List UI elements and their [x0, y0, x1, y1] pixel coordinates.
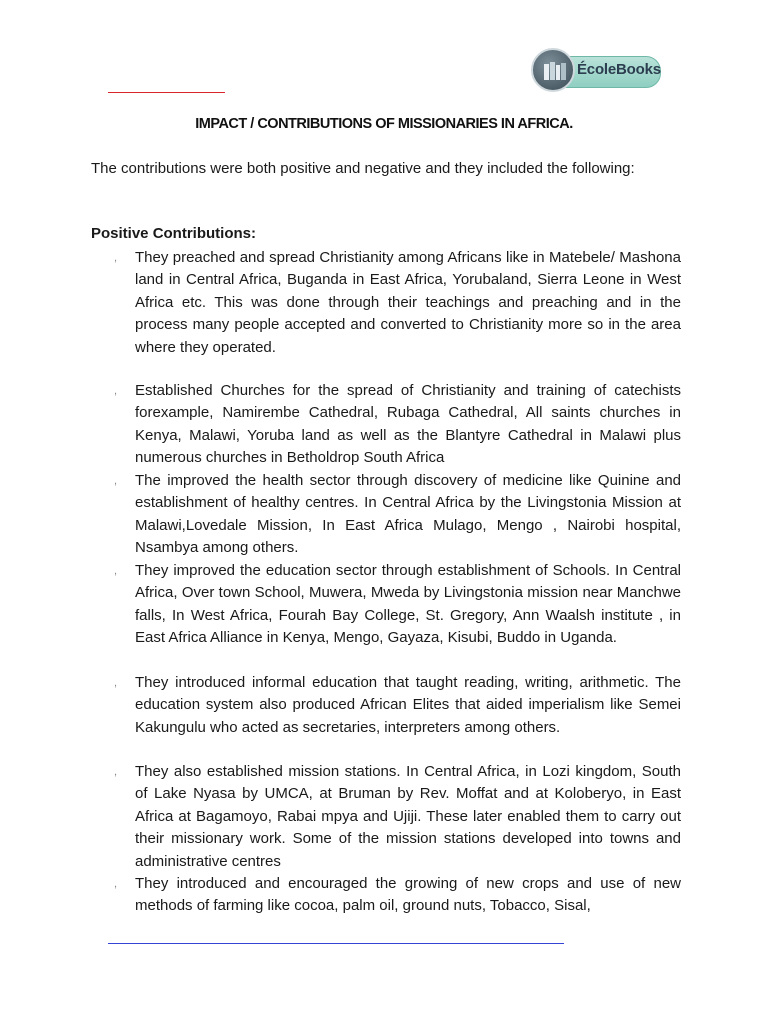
list-item-text: They also established mission stations. In Central Africa, in Lozi kingdom, South of Lake Nyasa by UMCA, at Bruman by Rev. Moffat and at Koloberyo, in East Africa at Bagamoyo, Rabai mpya and Ujiji. These later enabled them to carry out their missionary work. Some of the mission stations developed into towns and administrative centres	[135, 763, 681, 870]
list-item-text: They improved the education sector through establishment of Schools. In Central Africa, Over town School, Muwera, Mweda by Livingstonia mission near Manchwe falls, In West Africa, Fourah Bay College, St. Gregory, Ann Waalsh institute , in East Africa Alliance in Kenya, Mengo, Gayaza, Kisubi, Buddo in Uganda.	[135, 562, 681, 647]
list-item	[114, 672, 681, 739]
list-item	[114, 247, 681, 359]
list-item	[114, 560, 681, 650]
bullet-mark: ,	[114, 878, 118, 890]
bullet-mark: ,	[114, 565, 118, 577]
logo-text: ÉcoleBooks	[577, 61, 661, 78]
document-title: IMPACT / CONTRIBUTIONS OF MISSIONARIES IN AFRICA.	[195, 116, 573, 132]
list-item-text: They preached and spread Christianity among Africans like in Matebele/ Mashona land in Central Africa, Buganda in East Africa, Yorubaland, Sierra Leone in West Africa etc. This was done through their teachings and preaching and in the process many people accepted and converted to Christianity more so in the area where they operated.	[135, 249, 681, 356]
bullet-mark: ,	[114, 677, 118, 689]
intro-paragraph: The contributions were both positive and negative and they included the following:	[91, 160, 635, 177]
list-item	[114, 761, 681, 873]
bullet-mark: ,	[114, 766, 118, 778]
section-heading: Positive Contributions:	[91, 225, 256, 242]
list-item-text: Established Churches for the spread of Christianity and training of catechists forexample, Namirembe Cathedral, Rubaga Cathedral, All saints churches in Kenya, Malawi, Yoruba land as well as the Blantyre Cathedral in Malawi plus numerous churches in Betholdrop South Africa	[135, 382, 681, 467]
logo-badge	[531, 48, 575, 92]
footer-blue-rule	[108, 943, 564, 944]
bullet-mark: ,	[114, 385, 118, 397]
list-item	[114, 380, 681, 470]
bullet-mark: ,	[114, 475, 118, 487]
header-red-rule	[108, 92, 225, 93]
list-item-text: They introduced and encouraged the growing of new crops and use of new methods of farming like cocoa, palm oil, ground nuts, Tobacco, Sisal,	[135, 875, 681, 915]
list-item	[114, 873, 681, 918]
list-item-text: The improved the health sector through discovery of medicine like Quinine and establishment of healthy centres. In Central Africa by the Livingstonia Mission at Malawi,Lovedale Mission, In East Africa Mulago, Mengo , Nairobi hospital, Nsambya among others.	[135, 472, 681, 557]
books-icon	[543, 61, 567, 81]
bullet-mark: ,	[114, 252, 118, 264]
list-item	[114, 470, 681, 560]
list-item-text: They introduced informal education that taught reading, writing, arithmetic. The education system also produced African Elites that aided imperialism like Semei Kakungulu who acted as secretaries, interpreters among others.	[135, 674, 681, 736]
ecolebooks-logo	[531, 47, 661, 93]
